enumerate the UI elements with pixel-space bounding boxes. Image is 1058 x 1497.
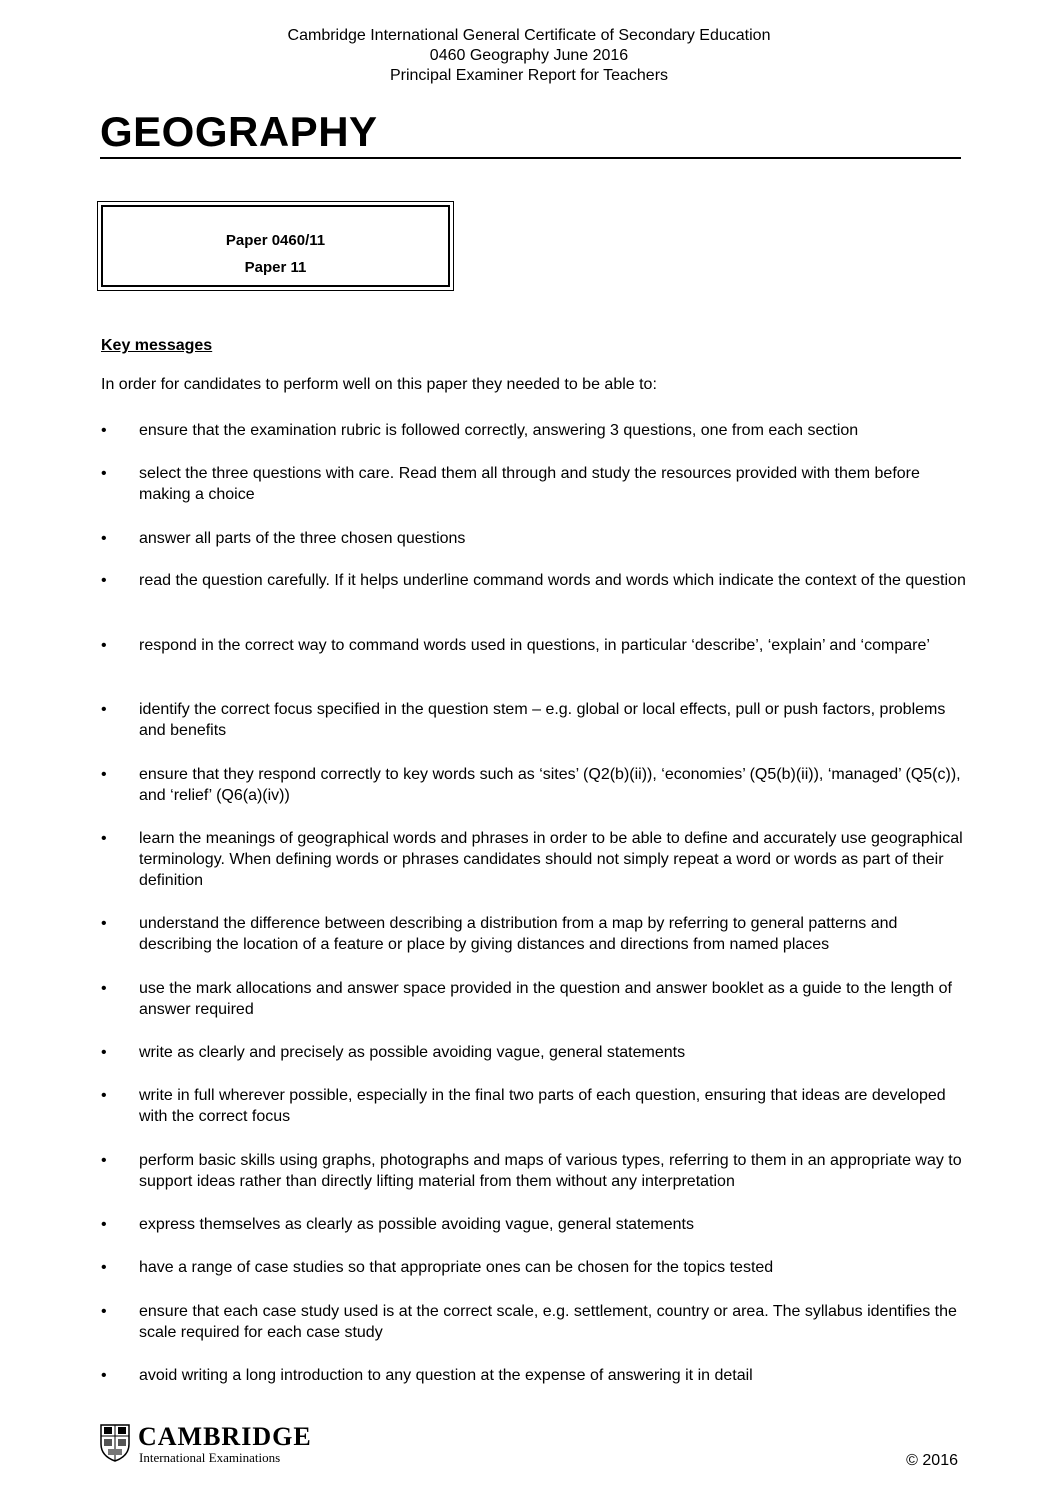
list-item-text: ensure that they respond correctly to key words such as ‘sites’ (Q2(b)(ii)), ‘economies’ (Q5(b)(ii)), ‘managed’ (Q5(c)), and ‘relief’ (Q6(a)(iv)) (139, 766, 961, 804)
bullet-marker: • (101, 915, 107, 932)
bullet-marker: • (101, 980, 107, 997)
list-item-text: understand the difference between describing a distribution from a map by referring to general patterns and describing the location of a feature or place by giving distances and directions from named places (139, 915, 898, 953)
bullet-marker: • (101, 1367, 107, 1384)
list-item-text: learn the meanings of geographical words and phrases in order to be able to define and accurately use geographical terminology. When defining words or phrases candidates should not simply repeat a word or words as part of their definition (139, 830, 963, 889)
bullet-marker: • (101, 530, 107, 547)
list-item-text: write in full wherever possible, especially in the final two parts of each question, ensuring that ideas are developed with the correct focus (139, 1087, 946, 1125)
logo-wordmark: CAMBRIDGE (138, 1422, 312, 1451)
bullet-marker: • (101, 1259, 107, 1276)
paper-code: Paper 0460/11 (225, 232, 326, 249)
bullet-marker: • (101, 830, 107, 847)
list-item-text: respond in the correct way to command words used in questions, in particular ‘describe’, ‘explain’ and ‘compare’ (139, 637, 930, 654)
bullet-marker: • (101, 1303, 107, 1320)
bullet-marker: • (101, 1216, 107, 1233)
key-messages-intro: In order for candidates to perform well on this paper they needed to be able to: (101, 376, 657, 393)
key-messages-heading: Key messages (101, 337, 213, 354)
list-item-text: read the question carefully. If it helps underline command words and words which indicate the context of the question (139, 572, 966, 589)
bullet-marker: • (101, 465, 107, 482)
list-item-text: select the three questions with care. Read them all through and study the resources provided with them before making a choice (139, 465, 920, 503)
bullet-marker: • (101, 701, 107, 718)
bullet-marker: • (101, 422, 107, 439)
header-line-2: 0460 Geography June 2016 (429, 47, 629, 64)
list-item-text: ensure that each case study used is at the correct scale, e.g. settlement, country or area. The syllabus identifies the scale required for each case study (139, 1303, 957, 1341)
report-header (0, 26, 1058, 86)
header-line-1: Cambridge International General Certificate of Secondary Education (287, 27, 771, 44)
bullet-marker: • (101, 1152, 107, 1169)
list-item-text: express themselves as clearly as possible avoiding vague, general statements (139, 1216, 694, 1233)
title-divider (100, 157, 961, 159)
bullet-marker: • (101, 1087, 107, 1104)
paper-box-inner (101, 205, 450, 287)
list-item-text: identify the correct focus specified in the question stem – e.g. global or local effects, pull or push factors, problems and benefits (139, 701, 946, 739)
paper-number: Paper 11 (244, 259, 307, 276)
bullet-marker: • (101, 637, 107, 654)
bullet-marker: • (101, 766, 107, 783)
list-item-text: perform basic skills using graphs, photographs and maps of various types, referring to them in an appropriate way to support ideas rather than directly lifting material from them without any interpretation (139, 1152, 962, 1190)
logo-subtitle: International Examinations (139, 1450, 281, 1465)
list-item-text: avoid writing a long introduction to any question at the expense of answering it in detail (139, 1367, 753, 1384)
list-item-text: ensure that the examination rubric is followed correctly, answering 3 questions, one from each section (139, 422, 859, 439)
cambridge-logo (100, 1424, 360, 1466)
header-line-3: Principal Examiner Report for Teachers (389, 67, 669, 84)
cambridge-crest-icon (100, 1424, 130, 1462)
list-item-text: use the mark allocations and answer space provided in the question and answer booklet as a guide to the length of answer required (139, 980, 952, 1018)
list-item-text: write as clearly and precisely as possible avoiding vague, general statements (139, 1044, 686, 1061)
bullet-marker: • (101, 572, 107, 589)
list-item-text: have a range of case studies so that appropriate ones can be chosen for the topics tested (139, 1259, 774, 1276)
page-title: GEOGRAPHY (100, 108, 378, 155)
copyright-notice: © 2016 (906, 1452, 958, 1469)
bullet-marker: • (101, 1044, 107, 1061)
paper-box (97, 201, 454, 291)
list-item-text: answer all parts of the three chosen questions (139, 530, 466, 547)
